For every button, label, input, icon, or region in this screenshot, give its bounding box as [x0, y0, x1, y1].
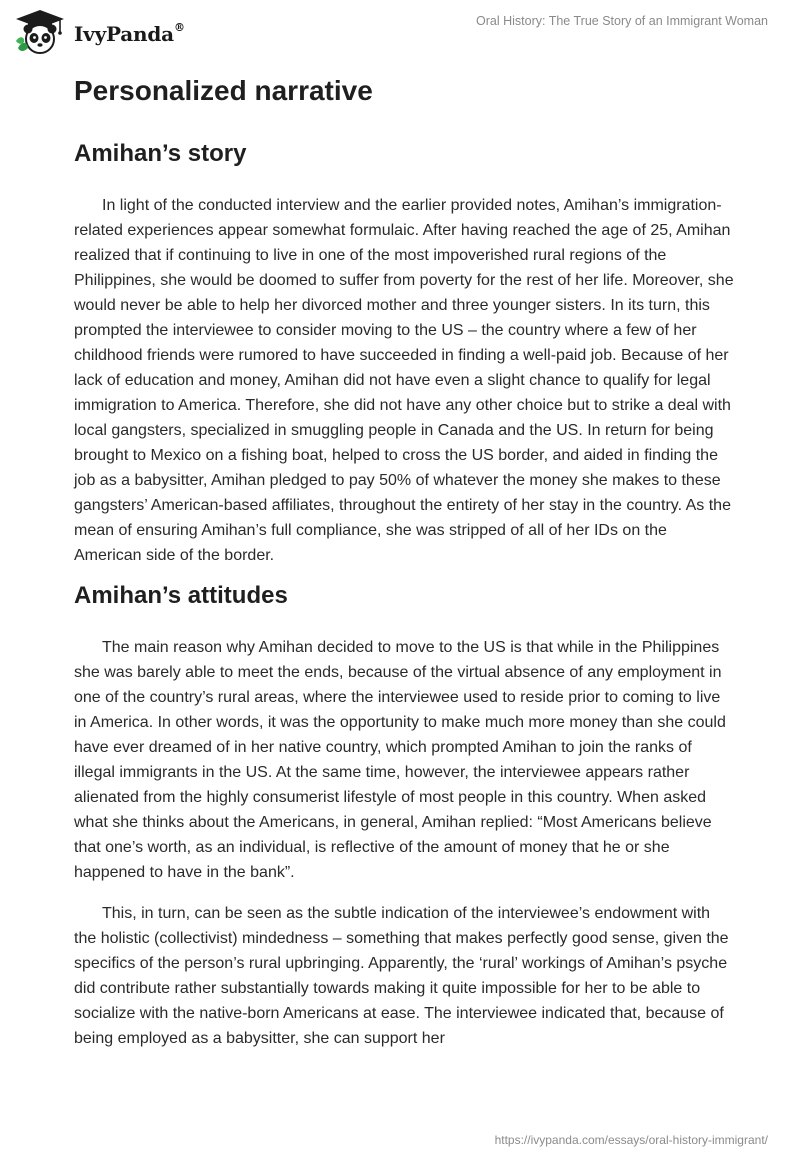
document-title: Oral History: The True Story of an Immigrant Woman	[476, 14, 768, 28]
brand-name: IvyPanda®	[74, 21, 185, 46]
section-heading-attitudes: Amihan’s attitudes	[74, 582, 288, 609]
ivypanda-logo[interactable]	[14, 8, 185, 56]
page-heading: Personalized narrative	[74, 75, 373, 106]
section-heading-story: Amihan’s story	[74, 140, 247, 167]
panda-graduate-icon	[14, 8, 66, 56]
paragraph: This, in turn, can be seen as the subtle indication of the interviewee’s endowment with the holistic (collectivist) mindedness – something that makes perfectly good sense, given the specifics of the person’s rural upbringing. Apparently, the ‘rural’ workings of Amihan’s psyche did contribute rather substantially towards making it quite impossible for her to be able to socialize with the native-born Americans at ease. The interviewee indicated that, because of being employed as a babysitter, she can support her	[74, 905, 729, 1047]
article-body	[74, 70, 734, 1051]
page-header	[0, 0, 800, 62]
source-url[interactable]: https://ivypanda.com/essays/oral-history-immigrant/	[494, 1133, 768, 1147]
paragraph: In light of the conducted interview and the earlier provided notes, Amihan’s immigration-related experiences appear somewhat formulaic. After having reached the age of 25, Amihan realized that if continuing to live in one of the most impoverished rural regions of the Philippines, she would be doomed to suffer from poverty for the rest of her life. Moreover, she would never be able to help her divorced mother and three younger sisters. In its turn, this prompted the interviewee to consider moving to the US – the country where a few of her childhood friends were rumored to have succeeded in finding a well-paid job. Because of her lack of education and money, Amihan did not have even a slight chance to qualify for legal immigration to America. Therefore, she did not have any other choice but to strike a deal with local gangsters, specialized in smuggling people in Canada and the US. In return for being brought to Mexico on a fishing boat, helped to cross the US border, and aided in finding the job as a babysitter, Amihan pledged to pay 50% of whatever the money she makes to these gangsters’ American-based affiliates, throughout the entirety of her stay in the country. As the mean of ensuring Amihan’s full compliance, she was stripped of all of her IDs on the American side of the border.	[74, 197, 734, 564]
paragraph: The main reason why Amihan decided to move to the US is that while in the Philippines she was barely able to meet the ends, because of the virtual absence of any employment in one of the country’s rural areas, where the interviewee used to reside prior to coming to live in America. In other words, it was the opportunity to make much more money than she could have ever dreamed of in her native country, which prompted Amihan to join the ranks of illegal immigrants in the US. At the same time, however, the interviewee appears rather alienated from the highly consumerist lifestyle of most people in this country. When asked what she thinks about the Americans, in general, Amihan replied: “Most Americans believe that one’s worth, as an individual, is reflective of the amount of money that he or she happened to have in the bank”.	[74, 639, 726, 881]
